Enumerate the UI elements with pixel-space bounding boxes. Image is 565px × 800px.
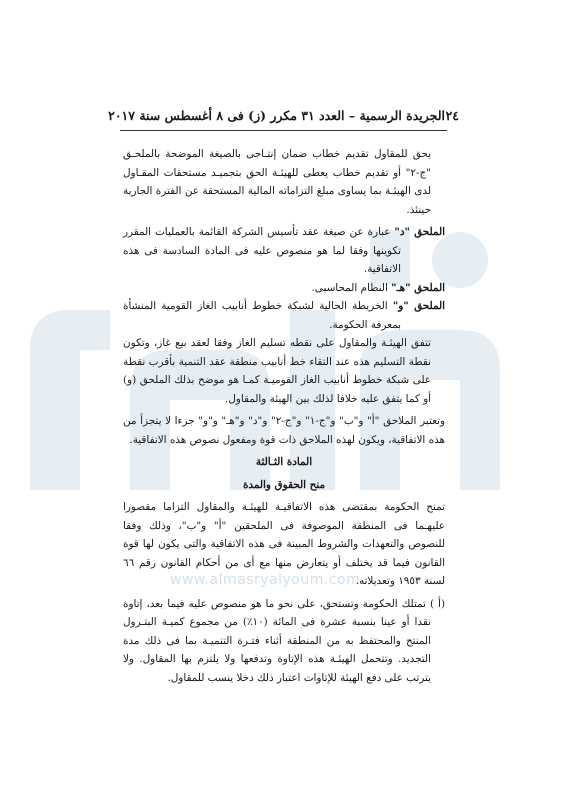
annex-d-text: عبارة عن صيغة عقد تأسيس الشركة القائمة بالعمليات المقرر تكوينها وفقا لما هو منصوص عليه فى المادة السادسة فى هذه الاتفاقية. [123,226,401,275]
article-subtitle: منح الحقوق والمدة [242,478,326,491]
gazette-title: الجريدة الرسمية – العدد ٣١ مكرر (ز) فى ٨ أغسطس سنة ٢٠١٧ [108,108,445,123]
article-title: المادة الثـالثة [255,456,313,468]
annex-d-label: الملحق "د" [394,226,445,238]
page-header [108,108,459,123]
item-a-paragraph: (أ ) تمتلك الحكومة وتستحق، على نحو ما هو منصوص عليه فيما بعد، إتاوة نقدا أو عينا بنسبة عشرة فى المائة (١٠٪) من مجموع كميـة البتـرول المنتج والمحتفظ به من المنطقة أثناء فتـرة التنميـة بما فى ذلك مدة التجديد. وتتحمل الهيئـة هذه الإتاوة وتدفعها ولا يلتزم بها المقاول. ولا يترتب على دفع الهيئة للإتاوات اعتبار ذلك دخلا ينسب للمقاول. [123,597,445,684]
annex-w-entry [123,297,445,334]
annex-h-entry [123,279,445,298]
page-number: ٢٤ [445,108,459,123]
document-body [123,145,445,687]
annex-c-continuation: يحق للمقاول تقديم خطاب ضمان إنتـاجى بالصيغة الموضحة بالملحـق "ج-٢" أو تقديم خطاب يعطى للهيئـة الحق بتجميـد مستحقات المقـاول لدى الهيئـة بما يساوى مبلغ التزاماته المالية المستحقة عن الفترة الجارية حينئذ. [123,148,431,216]
annex-w-label: الملحق "و" [392,300,446,312]
annex-w-text: الخريطة الحالية لشبكة خطوط أنابيب الغاز القومية المنشأة بمعرفة الحكومة. [123,300,401,331]
annex-h-label: الملحق "هـ" [391,281,445,294]
header-rule [120,130,447,131]
grant-paragraph: تمنح الحكومة بمقتضى هذه الاتفاقيـة للهيئـة والمقاول التزاما مقصورا عليهـما فى المنطقة الموصوفة فى الملحقين "أ" و"ب"، وذلك وفقا للنصوص والتعهدات والشروط المبينة فى هذه الاتفاقية والتى يكون لها قوة القانون فيما قد يختلف أو يتعارض منها مع أى من أحكام القانون رقم ٦٦ لسنة ١٩٥٣ وتعديلاته. [123,501,445,587]
annex-h-text: النظام المحاسبى. [311,281,388,294]
annexes-paragraph: وتعتبر الملاحق "أ" و"ب" و"ج-١" و"ج-٢" و"د" و"هـ" و"و" جزءا لا يتجزأ من هذه الاتفاقية، ويكون لهذه الملاحق ذات قوة ومفعول نصوص هذه الاتفاقية. [123,415,445,446]
annex-d-entry [123,223,445,279]
watermark-site: www.almasryalyoum.com [170,572,361,588]
delivery-point-paragraph: تتفق الهيئـة والمقاول على نقطه تسليم الغاز وفقا لعقد بيع غاز، وتكون نقطة التسليم هذه عند التقاء خط أنابيب منطقة عقد التنمية بأقرب نقطة على شبكة خطوط أنابيب الغاز القوميـة كمـا هو موضح بذلك الملحق (و) أو كما يتفق عليه خلافا لذلك بين الهيئة والمقاول. [123,337,431,405]
